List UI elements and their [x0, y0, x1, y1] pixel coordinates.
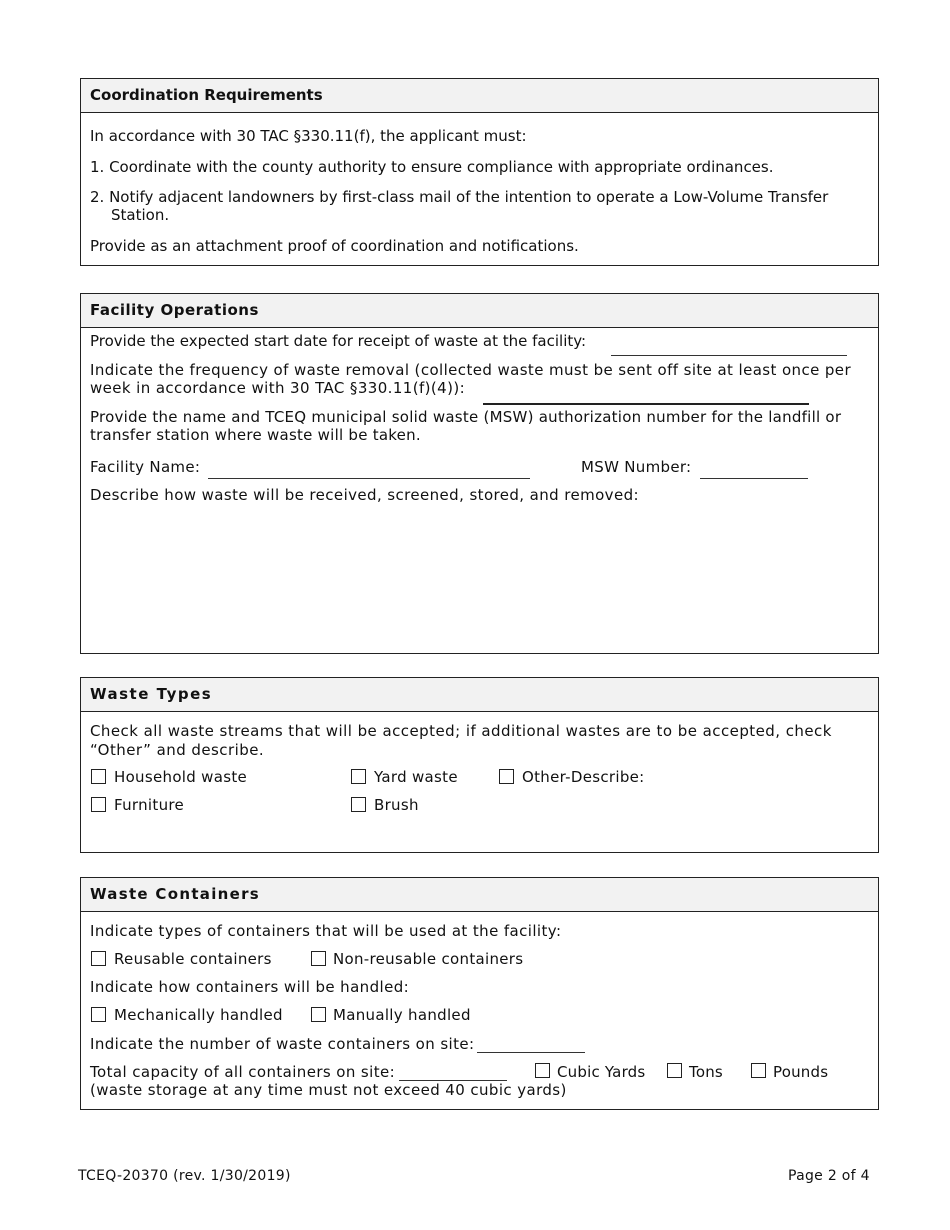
operations-title: Facility Operations: [81, 294, 878, 328]
handling-label: Indicate how containers will be handled:: [90, 978, 410, 996]
frequency-field[interactable]: [483, 386, 809, 405]
reusable-label: Reusable containers: [114, 950, 272, 968]
waste-types-section: [80, 677, 879, 853]
landfill-label-line-1: Provide the name and TCEQ municipal solid waste (MSW) authorization number for the landfill or: [90, 408, 842, 426]
containers-section: [80, 877, 879, 1110]
brush-checkbox[interactable]: [351, 797, 366, 812]
furniture-checkbox[interactable]: [91, 797, 106, 812]
cubic-yards-checkbox[interactable]: [535, 1063, 550, 1078]
page-number: Page 2 of 4: [788, 1168, 870, 1184]
cubic-yards-label: Cubic Yards: [557, 1063, 646, 1081]
msw-number-field[interactable]: [700, 461, 808, 479]
other-checkbox[interactable]: [499, 769, 514, 784]
coordination-item-1: 1. Coordinate with the county authority to ensure compliance with appropriate ordinances.: [90, 158, 774, 176]
frequency-label-line-2: week in accordance with 30 TAC §330.11(f)(4)):: [90, 379, 466, 397]
msw-number-label: MSW Number:: [581, 458, 692, 476]
capacity-label: Total capacity of all containers on site:: [90, 1063, 396, 1081]
non-reusable-label: Non-reusable containers: [333, 950, 524, 968]
start-date-label: Provide the expected start date for receipt of waste at the facility:: [90, 332, 587, 350]
non-reusable-checkbox[interactable]: [311, 951, 326, 966]
yard-label: Yard waste: [374, 768, 458, 786]
containers-title: Waste Containers: [81, 878, 878, 912]
mechanical-checkbox[interactable]: [91, 1007, 106, 1022]
waste-types-instructions-line-1: Check all waste streams that will be accepted; if additional wastes are to be accepted, check: [90, 722, 832, 740]
coordination-section: [80, 78, 879, 266]
coordination-title: Coordination Requirements: [81, 79, 878, 113]
reusable-checkbox[interactable]: [91, 951, 106, 966]
frequency-label-line-1: Indicate the frequency of waste removal (collected waste must be sent off site at least once per: [90, 361, 852, 379]
capacity-note: (waste storage at any time must not exceed 40 cubic yards): [90, 1081, 567, 1099]
tons-label: Tons: [689, 1063, 723, 1081]
capacity-field[interactable]: [399, 1064, 507, 1081]
waste-types-title: Waste Types: [81, 678, 878, 712]
container-types-label: Indicate types of containers that will be used at the facility:: [90, 922, 562, 940]
manual-label: Manually handled: [333, 1006, 471, 1024]
pounds-checkbox[interactable]: [751, 1063, 766, 1078]
landfill-label-line-2: transfer station where waste will be taken.: [90, 426, 421, 444]
describe-label: Describe how waste will be received, screened, stored, and removed:: [90, 486, 639, 504]
household-checkbox[interactable]: [91, 769, 106, 784]
pounds-label: Pounds: [773, 1063, 829, 1081]
describe-field[interactable]: [90, 508, 866, 638]
operations-section: [80, 293, 879, 654]
coordination-closing: Provide as an attachment proof of coordination and notifications.: [90, 237, 579, 255]
container-count-field[interactable]: [477, 1036, 585, 1053]
coordination-item-2-line-2: Station.: [111, 206, 170, 224]
mechanical-label: Mechanically handled: [114, 1006, 283, 1024]
household-label: Household waste: [114, 768, 248, 786]
coordination-intro: In accordance with 30 TAC §330.11(f), the applicant must:: [90, 127, 527, 145]
container-count-label: Indicate the number of waste containers on site:: [90, 1035, 475, 1053]
coordination-item-2-line-1: 2. Notify adjacent landowners by first-class mail of the intention to operate a Low-Volume Transfer: [90, 188, 829, 206]
other-label: Other-Describe:: [522, 768, 645, 786]
tons-checkbox[interactable]: [667, 1063, 682, 1078]
yard-checkbox[interactable]: [351, 769, 366, 784]
form-id: TCEQ-20370 (rev. 1/30/2019): [78, 1168, 291, 1184]
facility-name-field[interactable]: [208, 461, 530, 479]
waste-types-instructions-line-2: “Other” and describe.: [90, 741, 265, 759]
manual-checkbox[interactable]: [311, 1007, 326, 1022]
start-date-field[interactable]: [611, 338, 847, 356]
brush-label: Brush: [374, 796, 419, 814]
facility-name-label: Facility Name:: [90, 458, 201, 476]
furniture-label: Furniture: [114, 796, 185, 814]
